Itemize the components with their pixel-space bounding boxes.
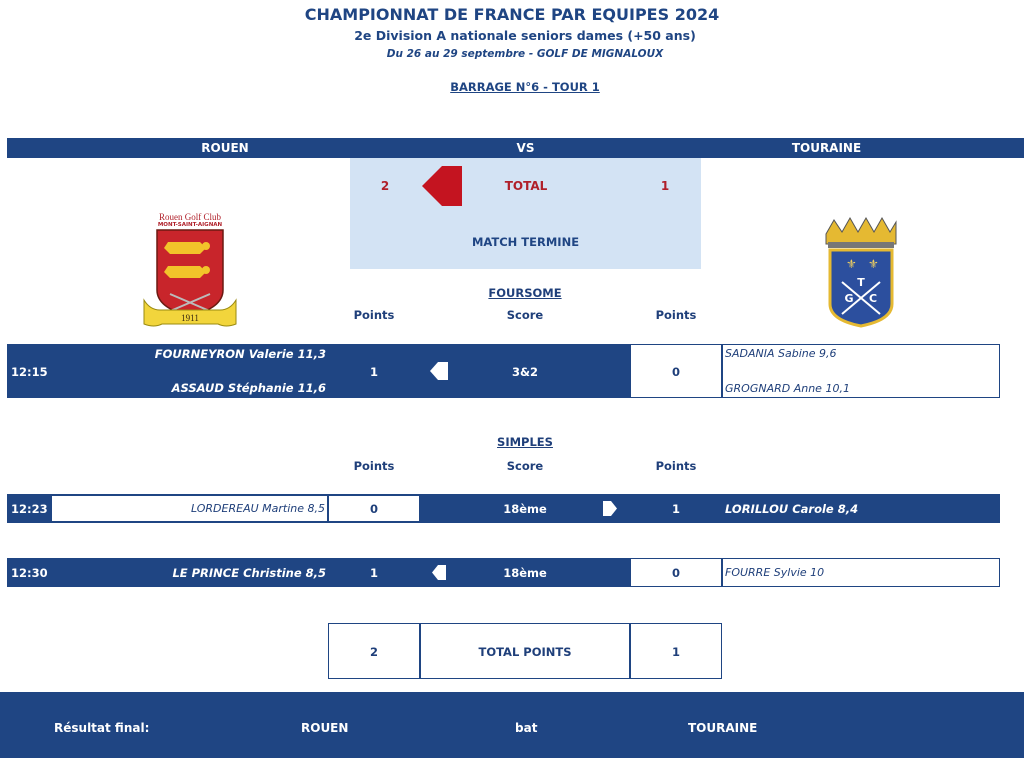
total-points-label: TOTAL POINTS [478, 645, 572, 659]
simple-right-player: LORILLOU Carole 8,4 [725, 502, 859, 516]
crest-letter-g: G [844, 292, 854, 305]
total-points-left: 2 [369, 645, 378, 659]
foursome-points-right: 0 [671, 365, 680, 379]
team-right-name: TOURAINE [791, 141, 862, 155]
foursome-left-player-2: ASSAUD Stéphanie 11,6 [171, 381, 326, 395]
simple-left-player: LE PRINCE Christine 8,5 [172, 566, 326, 580]
foursome-col-points-right: Points [655, 308, 697, 322]
simples-section-title: SIMPLES [497, 435, 553, 449]
final-result-loser: TOURAINE [688, 721, 758, 735]
winner-arrow-right-icon [602, 500, 618, 517]
simple-points-right: 1 [671, 502, 680, 516]
svg-text:⚜: ⚜ [868, 257, 879, 271]
final-result-bar [0, 692, 1024, 758]
event-dates: Du 26 au 29 septembre - GOLF DE MIGNALOUX [386, 48, 664, 60]
foursome-right-player-1: SADANIA Sabine 9,6 [725, 347, 837, 360]
match-status: MATCH TERMINE [471, 235, 580, 249]
total-score-left: 2 [380, 179, 390, 193]
simple-points-right: 0 [671, 566, 680, 580]
simple-points-left: 1 [369, 566, 378, 580]
simple-score: 18ème [503, 566, 547, 580]
simples-col-score: Score [506, 459, 544, 473]
simples-col-points-left: Points [353, 459, 395, 473]
logo-club-year: 1911 [181, 313, 199, 323]
logo-club-location: MONT-SAINT-AIGNAN [157, 222, 223, 228]
foursome-time: 12:15 [11, 365, 48, 379]
foursome-points-left: 1 [369, 365, 378, 379]
crest-letter-t: T [857, 276, 865, 289]
touraine-club-logo [822, 216, 900, 328]
logo-club-name: Rouen Golf Club [159, 212, 221, 222]
foursome-section-title: FOURSOME [488, 286, 562, 300]
simple-time: 12:23 [11, 502, 48, 516]
barrage-title: BARRAGE N°6 - TOUR 1 [450, 80, 600, 94]
foursome-col-score: Score [506, 308, 544, 322]
page-title: CHAMPIONNAT DE FRANCE PAR EQUIPES 2024 [304, 5, 720, 24]
crest-letter-c: C [868, 292, 878, 305]
rouen-club-logo [140, 212, 240, 328]
division-subtitle: 2e Division A nationale seniors dames (+50 ans) [354, 28, 696, 43]
simple-right-player: FOURRE Sylvie 10 [725, 566, 825, 579]
simple-score: 18ème [503, 502, 547, 516]
foursome-right-player-2: GROGNARD Anne 10,1 [725, 382, 850, 395]
simple-left-player: LORDEREAU Martine 8,5 [190, 502, 325, 515]
total-label: TOTAL [504, 179, 548, 193]
teams-bar [7, 138, 1024, 158]
final-result-winner: ROUEN [301, 721, 349, 735]
vs-label: VS [516, 141, 535, 155]
touraine-crest-icon [822, 216, 900, 328]
simple-time: 12:30 [11, 566, 48, 580]
total-score-right: 1 [660, 179, 670, 193]
foursome-score: 3&2 [511, 365, 539, 379]
foursome-col-points-left: Points [353, 308, 395, 322]
final-result-label: Résultat final: [54, 721, 150, 735]
team-left-name: ROUEN [201, 141, 249, 155]
simples-col-points-right: Points [655, 459, 697, 473]
total-points-right: 1 [671, 645, 680, 659]
total-box [350, 158, 701, 269]
simple-points-left: 0 [369, 502, 378, 516]
final-result-verb: bat [515, 721, 538, 735]
foursome-left-player-1: FOURNEYRON Valerie 11,3 [154, 347, 326, 361]
svg-text:⚜: ⚜ [846, 257, 857, 271]
winner-arrow-left-icon [420, 162, 464, 210]
